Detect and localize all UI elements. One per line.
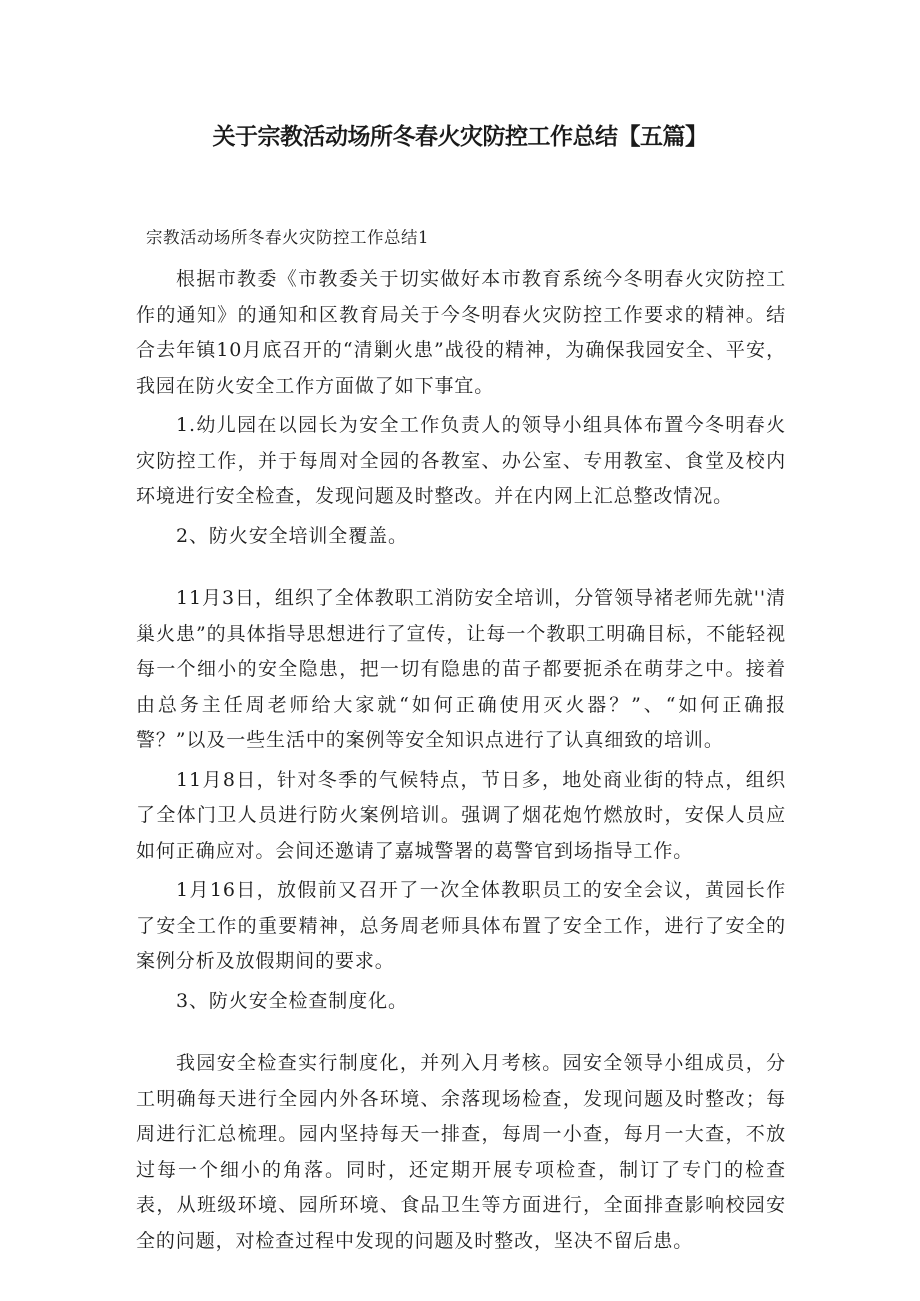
document-title: 关于宗教活动场所冬春火灾防控工作总结【五篇】 (212, 124, 708, 150)
paragraph-jan-16: 1月16日，放假前又召开了一次全体教职员工的安全会议，黄园长作了安全工作的重要精神，总务周老师具体布置了安全工作，进行了安全的案例分析及放假期间的要求。 (136, 879, 786, 972)
paragraph-item-1: 1.幼儿园在以园长为安全工作负责人的领导小组具体布置今冬明春火灾防控工作，并于每周对全园的各教室、办公室、专用教室、食堂及校内环境进行安全检查，发现问题及时整改。并在内网上汇总整改情况。 (136, 414, 786, 507)
paragraph-nov-8: 11月8日，针对冬季的气候特点，节日多，地处商业街的特点，组织了全体门卫人员进行防火案例培训。强调了烟花炮竹燃放时，安保人员应如何正确应对。会间还邀请了嘉城警署的葛警官到场指导工作。 (136, 768, 786, 862)
paragraph-intro: 根据市教委《市教委关于切实做好本市教育系统今冬明春火灾防控工作的通知》的通知和区教育局关于今冬明春火灾防控工作要求的精神。结合去年镇10月底召开的“清剿火患”战役的精神，为确保我园安全、平安，我园在防火安全工作方面做了如下事宜。 (136, 268, 786, 397)
document-body (136, 228, 786, 1259)
paragraph-inspection: 我园安全检查实行制度化，并列入月考核。园安全领导小组成员，分工明确每天进行全园内外各环境、余落现场检查，发现问题及时整改；每周进行汇总梳理。园内坚持每天一排查，每周一小查，每月一大查，不放过每一个细小的角落。同时，还定期开展专项检查，制订了专门的检查表，从班级环境、园所环境、食品卫生等方面进行，全面排查影响校园安全的问题，对检查过程中发现的问题及时整改，坚决不留后患。 (136, 1052, 786, 1252)
subheading-training: 2、防火安全培训全覆盖。 (176, 524, 408, 547)
subheading-inspection: 3、防火安全检查制度化。 (176, 989, 408, 1012)
section-heading: 宗教活动场所冬春火灾防控工作总结1 (146, 228, 429, 247)
paragraph-nov-3: 11月3日，组织了全体教职工消防安全培训，分管领导褚老师先就''清巢火患”的具体指导思想进行了宣传，让每一个教职工明确目标，不能轻视每一个细小的安全隐患，把一切有隐患的苗子都要扼杀在萌芽之中。接着由总务主任周老师给大家就“如何正确使用灭火器？”、“如何正确报警？”以及一些生活中的案例等安全知识点进行了认真细致的培训。 (136, 587, 786, 751)
